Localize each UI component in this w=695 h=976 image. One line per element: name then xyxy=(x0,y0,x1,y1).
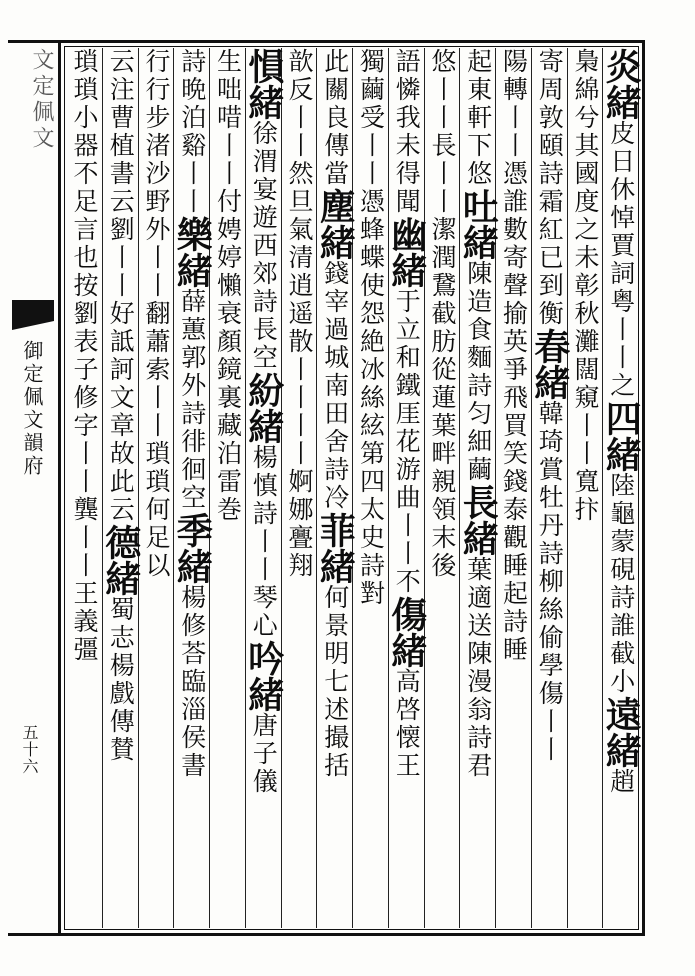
entry-text: 楊修荅臨淄侯書 xyxy=(177,584,207,780)
entry-text: 秋灘闊窺丨丨寬 xyxy=(571,300,600,496)
text-column xyxy=(567,48,603,928)
entry-text: 太史詩對 xyxy=(356,496,386,608)
entry-text: 抃 xyxy=(571,496,600,524)
text-column xyxy=(600,48,643,928)
text-column xyxy=(495,48,531,928)
entry-text: 生咄唶丨丨付娉婷 xyxy=(213,48,243,272)
entry-text: 葉適送陳漫翁詩君 xyxy=(463,556,493,780)
text-column xyxy=(314,48,357,928)
headword: 吐緒 xyxy=(457,188,500,260)
entry-text: 歆反丨丨 xyxy=(285,48,314,160)
entry-text: 韓琦賞牡丹詩柳絲偷學傷丨丨 xyxy=(535,400,565,764)
headword: 炎緒 xyxy=(600,48,643,120)
text-column xyxy=(424,48,460,928)
entry-text: 陳造食麵詩匀細繭 xyxy=(463,260,493,484)
entry-text: 詩晩泊谿丨丨 xyxy=(177,48,207,216)
entry-text: 泊雷巻 xyxy=(213,440,243,524)
entry-text: 丨丨婀娜亹翔 xyxy=(285,412,314,580)
text-column xyxy=(138,48,174,928)
headword: 四緒 xyxy=(600,400,643,472)
entry-text: 語憐我未得聞 xyxy=(392,48,422,216)
entry-text: 丨丨潔潤鵞截肪 xyxy=(428,160,457,356)
headword: 塵緒 xyxy=(314,188,357,260)
gutter-top-text: 文定佩文 xyxy=(29,48,54,152)
text-column xyxy=(171,48,214,928)
entry-text: 憑蜂蝶使怨絶冰絲絃第四 xyxy=(356,188,386,496)
entry-text: 皮日休悼賈詞粤丨丨之 xyxy=(606,120,636,400)
text-column xyxy=(66,48,102,928)
entry-text: 寄周敦頤詩霜紅已到衡 xyxy=(535,48,565,328)
entry-text: 然旦氣清逍遥散丨丨 xyxy=(285,160,314,412)
entry-text: 高啓懐王 xyxy=(392,668,422,780)
headword: 愪緒 xyxy=(242,48,285,120)
entry-text: 唐子儀 xyxy=(249,712,279,796)
entry-text: 野外丨丨翻蕭索 xyxy=(142,188,171,384)
entry-text: 懶衰顏鏡裏藏 xyxy=(213,272,243,440)
entry-text: 揄英爭飛買笑錢泰觀睡起詩睡 xyxy=(499,300,529,664)
entry-text: 行行步渚沙 xyxy=(142,48,171,188)
headword: 長緒 xyxy=(457,484,500,556)
entry-text: 獨繭受丨丨 xyxy=(356,48,386,188)
entry-text: 趙 xyxy=(606,768,636,796)
entry-text: 錢宰過城南田舍詩冷 xyxy=(320,260,350,512)
entry-text: 楊慎詩丨丨琴心 xyxy=(249,444,279,640)
headword: 菲緒 xyxy=(314,512,357,584)
entry-text: 起東軒下悠 xyxy=(463,48,493,188)
text-column xyxy=(457,48,500,928)
page-number: 五十六 xyxy=(20,724,39,775)
headword: 吟緒 xyxy=(242,640,285,712)
headword: 紛緒 xyxy=(242,372,285,444)
headword: 春緒 xyxy=(528,328,571,400)
text-column xyxy=(242,48,285,928)
headword: 傷緒 xyxy=(385,596,428,668)
headword: 季緒 xyxy=(171,512,214,584)
entry-text: 何景明七述撮括 xyxy=(320,584,350,780)
page-gutter xyxy=(8,40,58,936)
entry-text: 陽轉丨丨憑誰數寄聲 xyxy=(499,48,529,300)
headword: 樂緒 xyxy=(171,216,214,288)
entry-text: 于立和鐵厓花游曲丨丨不 xyxy=(392,288,422,596)
text-column xyxy=(385,48,428,928)
entry-text: 陸龜蒙硯詩誰截小 xyxy=(606,472,636,696)
entry-text: 從蓮葉畔親領末後 xyxy=(428,356,457,580)
entry-text: 龔丨丨王義彊 xyxy=(70,496,99,664)
text-column xyxy=(209,48,245,928)
headword: 幽緒 xyxy=(385,216,428,288)
entry-text: 云注曹植書云劉丨丨好詆訶文章故此云 xyxy=(106,48,136,524)
entry-text: 悠丨丨長 xyxy=(428,48,457,160)
entry-text: 徐渭宴遊西郊詩長空 xyxy=(249,120,279,372)
text-column xyxy=(352,48,388,928)
entry-text: 薛蕙郭外詩徘徊空 xyxy=(177,288,207,512)
text-column xyxy=(528,48,571,928)
headword: 德緒 xyxy=(99,524,142,596)
headword: 遠緒 xyxy=(600,696,643,768)
entry-text: 此關良傳當 xyxy=(320,48,350,188)
entry-text: 瑣瑣小器不足言也按劉表子修字丨丨 xyxy=(70,48,99,496)
entry-text: 丨丨瑣瑣何足以 xyxy=(142,384,171,580)
entry-text: 蜀志楊戲傳賛 xyxy=(106,596,136,764)
entry-text: 梟綿兮其國度之未彰 xyxy=(571,48,600,300)
text-column xyxy=(99,48,142,928)
book-title: 御定佩文韻府 xyxy=(20,340,44,478)
text-columns xyxy=(66,48,643,928)
text-column xyxy=(281,48,317,928)
